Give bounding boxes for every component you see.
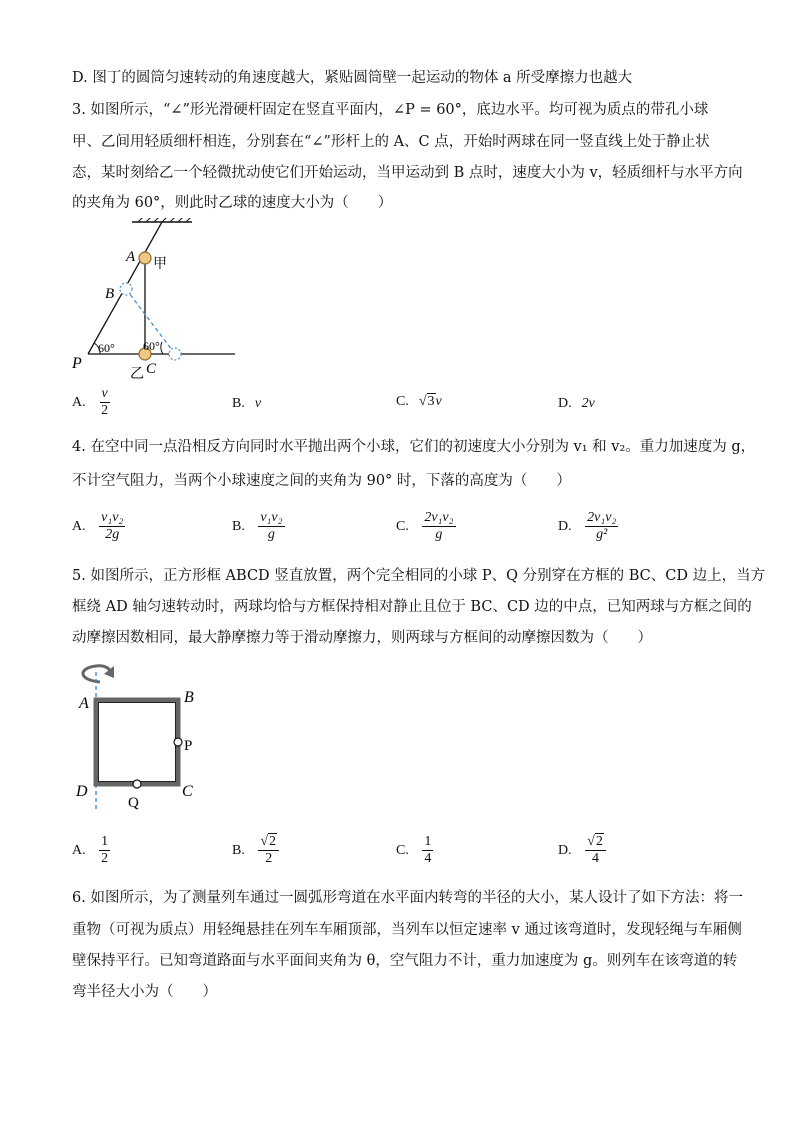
q5-option-b[interactable]: B. $\frac{√2}{2}$ — [232, 834, 279, 867]
q3-option-a[interactable]: A. $\frac{v}{2}$ — [72, 386, 109, 418]
label-p: P — [184, 738, 193, 754]
label-angle-p: 60° — [98, 341, 115, 355]
q5-option-c[interactable]: C. $\frac{1}{4}$ — [396, 834, 432, 866]
q6-stem-line1: 6. 如图所示，为了测量列车通过一圆弧形弯道在水平面内转弯的半径的大小，某人设计了如下方法：将一 — [72, 890, 743, 906]
q6-stem-line4: 弯半径大小为（ ） — [72, 984, 217, 1000]
label-d: D — [76, 783, 88, 800]
q2-option-d: D. 图丁的圆筒匀速转动的角速度越大，紧贴圆筒壁一起运动的物体 a 所受摩擦力也越大 — [72, 70, 633, 86]
q4-stem-line2: 不计空气阻力，当两个小球速度之间的夹角为 90° 时，下落的高度为（ ） — [72, 473, 571, 489]
label-b: B — [105, 286, 115, 302]
q5-stem-line2: 框绕 AD 轴匀速转动时，两球均恰与方框保持相对静止且位于 BC、CD 边的中点，已知两球与方框之间的 — [72, 599, 752, 615]
q5-stem-line1: 5. 如图所示，正方形框 ABCD 竖直放置，两个完全相同的小球 P、Q 分别穿在方框的 BC、CD 边上，当方 — [72, 568, 766, 584]
q4-option-c[interactable]: C. $\frac{\text{2v₁v₂}}{g}$ — [396, 510, 454, 542]
ball-yi-later — [169, 348, 181, 360]
q3-option-b[interactable]: B. v — [232, 396, 262, 411]
q4-option-b[interactable]: B. $\frac{\text{v₁v₂}}{g}$ — [232, 510, 283, 542]
q3-stem-line4: 的夹角为 60°，则此时乙球的速度大小为（ ） — [72, 195, 393, 211]
q6-stem-line3: 壁保持平行。已知弯道路面与水平面间夹角为 θ，空气阻力不计，重力加速度为 g。则列车在该弯道的转 — [72, 953, 738, 969]
q3-option-c[interactable]: C. √3v — [396, 394, 442, 409]
q3-stem-line2: 甲、乙间用轻质细杆相连，分别套在“∠”形杆上的 A、C 点，开始时两球在同一竖直线上处于静止状 — [72, 134, 710, 150]
label-yi: 乙 — [130, 367, 144, 382]
ball-q — [133, 780, 141, 788]
q4-option-d[interactable]: D. $\frac{\text{2v₁v₂}}{\text{g²}}$ — [558, 510, 617, 542]
ball-jia — [139, 252, 151, 264]
label-angle-c: 60° — [143, 339, 160, 353]
label-p: P — [72, 355, 82, 372]
q5-stem-line3: 动摩擦因数相同，最大静摩擦力等于滑动摩擦力，则两球与方框间的动摩擦因数为（ ） — [72, 630, 652, 646]
q5-option-d[interactable]: D. $\frac{√2}{4}$ — [558, 834, 606, 867]
label-c: C — [182, 783, 193, 800]
label-b: B — [184, 689, 194, 706]
label-a: A — [126, 249, 136, 265]
q5-figure — [70, 660, 210, 815]
q5-option-a[interactable]: A. $\frac{1}{2}$ — [72, 834, 109, 866]
label-q: Q — [128, 795, 139, 811]
ball-jia-later — [120, 283, 132, 295]
q3-figure — [70, 218, 250, 383]
label-a: A — [79, 695, 89, 712]
q6-stem-line2: 重物（可视为质点）用轻绳悬挂在列车车厢顶部，当列车以恒定速率 v 通过该弯道时，发现轻绳与车厢侧 — [72, 922, 742, 938]
ball-p — [174, 738, 182, 746]
label-c: C — [146, 361, 157, 377]
q3-option-d[interactable]: D. 2v — [558, 396, 595, 411]
q4-option-a[interactable]: A. $\frac{\text{v₁v₂}}{2g}$ — [72, 510, 124, 542]
q4-stem-line1: 4. 在空中同一点沿相反方向同时水平抛出两个小球，它们的初速度大小分别为 v₁ 和 v₂。重力加速度为 g， — [72, 439, 756, 455]
q3-stem-line1: 3. 如图所示，“∠”形光滑硬杆固定在竖直平面内，∠P = 60°，底边水平。均可视为质点的带孔小球 — [72, 102, 709, 118]
q3-stem-line3: 态，某时刻给乙一个轻微扰动使它们开始运动，当甲运动到 B 点时，速度大小为 v，轻质细杆与水平方向 — [72, 165, 743, 181]
label-jia: 甲 — [153, 257, 167, 272]
